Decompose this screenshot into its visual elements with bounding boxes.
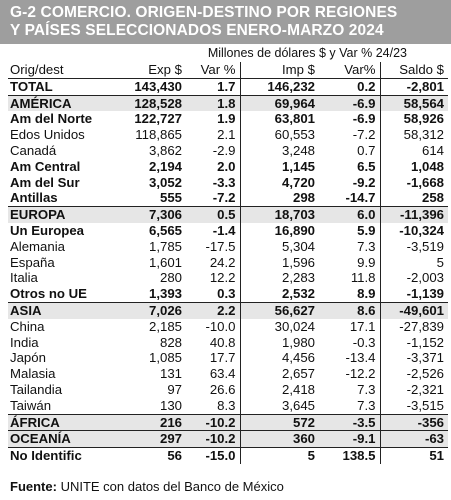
cell-var-imp: 9.9: [357, 254, 376, 270]
cell-var-imp: -9.2: [352, 174, 376, 190]
cell-exp: 143,430: [120, 78, 186, 95]
cell-imp: 63,801: [240, 111, 319, 127]
cell-exp: 280: [159, 270, 182, 286]
cell-exp: 216: [120, 414, 186, 431]
title-line-1: G-2 COMERCIO. ORIGEN-DESTINO POR REGIONES: [10, 4, 398, 21]
table-row: [8, 319, 448, 335]
cell-exp: 130: [120, 398, 186, 414]
cell-var-imp: -0.3: [352, 334, 376, 350]
cell-saldo: 51: [380, 448, 448, 464]
cell-saldo: 258: [380, 190, 448, 206]
table-row: [8, 255, 448, 271]
cell-saldo: -11,396: [380, 207, 448, 223]
source-label: Fuente:: [10, 479, 57, 494]
cell-exp: 1,393: [120, 286, 186, 302]
cell-name: Un Europea: [10, 222, 85, 238]
cell-saldo: -2,801: [380, 78, 448, 95]
column-header-var-imp: Var%: [319, 62, 380, 78]
units-subtitle: Millones de dólares $ y Var % 24/23: [207, 46, 407, 60]
cell-var-exp: 12.2: [209, 270, 236, 286]
title-line-2: Y PAÍSES SELECCIONADOS ENERO-MARZO 2024: [10, 22, 384, 39]
cell-imp: 4,720: [240, 175, 319, 191]
cell-var-exp: 17.7: [209, 350, 236, 366]
cell-var-imp: 7.3: [357, 381, 376, 397]
cell-exp: 2,185: [148, 318, 182, 334]
table-row: [8, 207, 448, 223]
source-text: UNITE con datos del Banco de México: [56, 479, 284, 494]
cell-name: India: [10, 334, 39, 350]
cell-var-imp: 8.6: [319, 302, 380, 318]
table-row: [8, 350, 448, 366]
table-row: [8, 190, 448, 206]
header-row: [8, 62, 448, 78]
cell-name: Antillas: [8, 190, 120, 206]
column-header-saldo: Saldo $: [380, 62, 448, 78]
cell-name: EUROPA: [8, 207, 120, 223]
cell-imp: 2,657: [240, 366, 319, 382]
cell-var-imp: -12.2: [345, 366, 376, 382]
cell-name: Tailandia: [10, 381, 63, 397]
cell-var-imp: 17.1: [349, 318, 376, 334]
column-header-imp: Imp $: [240, 62, 319, 78]
cell-var-exp: 24.2: [209, 254, 236, 270]
cell-name: No Identific: [10, 448, 82, 464]
trade-table: [8, 62, 448, 464]
cell-exp: 7,306: [120, 207, 186, 223]
cell-var-exp: 26.6: [209, 381, 236, 397]
cell-saldo: -1,152: [380, 335, 448, 351]
table-row: [8, 398, 448, 414]
cell-imp: 56,627: [240, 302, 319, 318]
cell-saldo: -2,003: [380, 270, 448, 286]
cell-var-exp: 0.3: [186, 286, 240, 302]
cell-var-exp: -10.2: [186, 431, 240, 448]
cell-saldo: 58,312: [380, 127, 448, 143]
cell-imp: 1,145: [240, 159, 319, 175]
cell-imp: 1,980: [240, 335, 319, 351]
cell-saldo: -27,839: [380, 319, 448, 335]
cell-var-exp: 1.9: [217, 111, 236, 127]
cell-saldo: -3,371: [380, 350, 448, 366]
cell-var-exp: 2.1: [217, 127, 236, 143]
column-header-exp: Exp $: [120, 62, 186, 78]
cell-exp: 56: [167, 448, 182, 464]
cell-saldo: -10,324: [380, 223, 448, 239]
table-row: [8, 302, 448, 318]
cell-exp: 131: [159, 366, 182, 382]
cell-saldo: 58,926: [380, 111, 448, 127]
cell-var-imp: 0.7: [357, 142, 376, 158]
cell-var-exp: 1.8: [186, 95, 240, 111]
cell-name: TOTAL: [8, 78, 120, 95]
cell-name: Alemania: [10, 238, 65, 254]
cell-imp: 4,456: [240, 350, 319, 366]
cell-name: China: [10, 318, 45, 334]
cell-var-exp: 2.2: [186, 302, 240, 318]
cell-imp: 16,890: [240, 223, 319, 239]
cell-var-exp: -7.2: [186, 190, 240, 206]
cell-saldo: -3,519: [380, 239, 448, 255]
cell-exp: 118,865: [135, 127, 182, 143]
cell-var-imp: -6.9: [352, 111, 376, 127]
cell-exp: 128,528: [120, 95, 186, 111]
cell-var-exp: 40.8: [209, 334, 236, 350]
cell-name: Otros no UE: [8, 286, 120, 302]
cell-var-exp: -10.2: [186, 414, 240, 431]
table-row: [8, 270, 448, 286]
table-row: [8, 431, 448, 448]
cell-imp: 3,645: [240, 398, 319, 414]
table-row: [8, 286, 448, 302]
cell-var-imp: -7.2: [352, 127, 376, 143]
cell-var-imp: 138.5: [342, 448, 376, 464]
cell-name: Taiwán: [8, 398, 120, 414]
cell-name: España: [10, 254, 55, 270]
cell-saldo: -3,515: [380, 398, 448, 414]
cell-saldo: -49,601: [380, 302, 448, 318]
cell-imp: 1,596: [240, 255, 319, 271]
cell-saldo: 1,048: [380, 159, 448, 175]
cell-exp: 2,194: [148, 158, 182, 174]
cell-saldo: -2,321: [380, 382, 448, 398]
cell-imp: 2,283: [240, 270, 319, 286]
cell-exp: 1,085: [148, 350, 182, 366]
column-header-orig: Orig/dest: [8, 62, 120, 78]
cell-var-imp: 7.3: [357, 238, 376, 254]
cell-saldo: -1,139: [380, 286, 448, 302]
cell-imp: 298: [240, 190, 319, 206]
table-body: [8, 78, 448, 464]
cell-imp: 69,964: [240, 95, 319, 111]
table-row: [8, 111, 448, 127]
cell-var-imp: 7.3: [319, 398, 380, 414]
title-banner: [0, 0, 451, 44]
cell-var-exp: 2.0: [217, 158, 236, 174]
cell-name: Italia: [10, 270, 38, 286]
cell-var-imp: 6.5: [357, 158, 376, 174]
cell-var-exp: 63.4: [209, 366, 236, 382]
cell-saldo: -2,526: [380, 366, 448, 382]
cell-var-exp: -1.4: [212, 222, 236, 238]
table-row: [8, 223, 448, 239]
cell-saldo: 58,564: [380, 95, 448, 111]
cell-var-exp: -10.0: [205, 318, 236, 334]
cell-name: Edos Unidos: [10, 127, 85, 143]
cell-imp: 3,248: [240, 143, 319, 159]
cell-var-exp: -15.0: [205, 448, 236, 464]
cell-exp: 297: [120, 431, 186, 448]
cell-imp: 572: [240, 414, 319, 431]
cell-name: AMÉRICA: [8, 95, 120, 111]
table-row: [8, 159, 448, 175]
cell-name: OCEANÍA: [8, 431, 120, 448]
cell-name: Canadá: [10, 142, 57, 158]
cell-var-imp: -3.5: [319, 414, 380, 431]
table-row: [8, 78, 448, 95]
cell-var-imp: -14.7: [319, 190, 380, 206]
cell-name: Malasia: [10, 366, 56, 382]
cell-imp: 360: [240, 431, 319, 448]
cell-var-imp: -9.1: [319, 431, 380, 448]
table-row: [8, 335, 448, 351]
cell-var-imp: 6.0: [319, 207, 380, 223]
table-row: [8, 175, 448, 191]
cell-imp: 5,304: [240, 239, 319, 255]
table-row: [8, 414, 448, 431]
cell-exp: 122,727: [134, 111, 182, 127]
cell-saldo: 5: [380, 255, 448, 271]
cell-exp: 1,785: [148, 238, 182, 254]
cell-var-imp: 5.9: [357, 222, 376, 238]
cell-exp: 3,052: [148, 174, 182, 190]
cell-saldo: -63: [380, 431, 448, 448]
cell-var-exp: -17.5: [205, 238, 236, 254]
cell-name: Am del Norte: [10, 111, 93, 127]
cell-imp: 60,553: [240, 127, 319, 143]
table-row: [8, 448, 448, 464]
cell-exp: 6,565: [148, 222, 182, 238]
table-row: [8, 95, 448, 111]
cell-saldo: -1,668: [380, 175, 448, 191]
cell-name: Am del Sur: [10, 174, 80, 190]
table-row: [8, 127, 448, 143]
table-row: [8, 143, 448, 159]
cell-var-imp: -13.4: [345, 350, 376, 366]
cell-exp: 1,601: [148, 254, 182, 270]
column-header-var-exp: Var %: [186, 62, 240, 78]
cell-var-exp: -2.9: [212, 142, 236, 158]
cell-exp: 828: [159, 334, 182, 350]
source-note: [10, 479, 284, 494]
cell-exp: 555: [120, 190, 186, 206]
cell-var-exp: 8.3: [186, 398, 240, 414]
cell-imp: 5: [240, 448, 319, 464]
cell-var-imp: 11.8: [350, 270, 376, 286]
cell-saldo: 614: [380, 143, 448, 159]
table-row: [8, 239, 448, 255]
cell-imp: 2,532: [240, 286, 319, 302]
cell-exp: 97: [167, 381, 182, 397]
cell-var-exp: -3.3: [212, 174, 236, 190]
table-row: [8, 366, 448, 382]
cell-var-exp: 1.7: [186, 78, 240, 95]
cell-name: ÁFRICA: [8, 414, 120, 431]
cell-imp: 2,418: [240, 382, 319, 398]
cell-imp: 146,232: [240, 78, 319, 95]
cell-var-imp: -6.9: [319, 95, 380, 111]
cell-name: Am Central: [10, 158, 81, 174]
table-row: [8, 382, 448, 398]
cell-exp: 3,862: [148, 142, 182, 158]
cell-var-imp: 0.2: [319, 78, 380, 95]
cell-name: Japón: [10, 350, 46, 366]
cell-exp: 7,026: [120, 302, 186, 318]
cell-saldo: -356: [380, 414, 448, 431]
cell-var-imp: 8.9: [319, 286, 380, 302]
cell-imp: 30,024: [240, 319, 319, 335]
cell-var-exp: 0.5: [186, 207, 240, 223]
cell-imp: 18,703: [240, 207, 319, 223]
cell-name: ASIA: [8, 302, 120, 318]
